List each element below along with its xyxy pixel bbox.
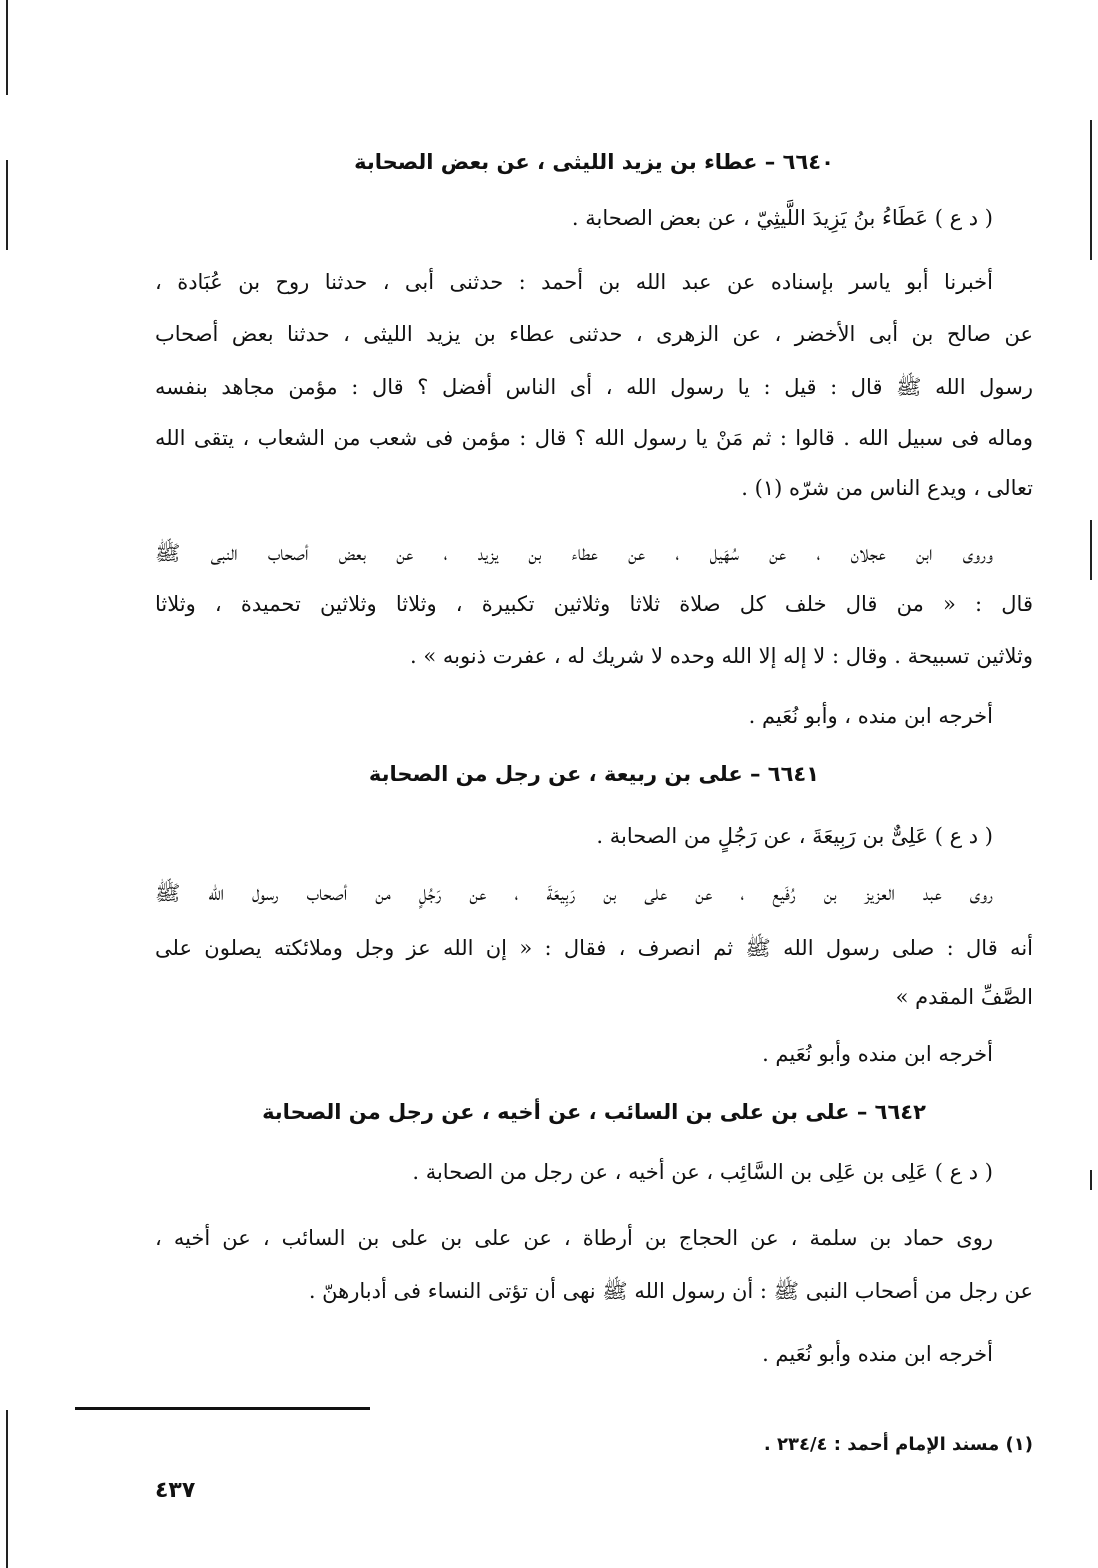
text-line: عن صالح بن أبى الأخضر ، عن الزهرى ، حدثنى عطاء بن يزيد الليثى ، حدثنا بعض أصحاب [155,322,1033,346]
scan-edge-line [6,1410,8,1568]
entry-intro: ( د ع ) عَطَاءُ بنُ يَزِيدَ اللَّيثِيّ ، عن بعض الصحابة . [571,206,993,230]
entry-closing: أخرجه ابن منده ، وأبو نُعَيم . [748,704,993,728]
entry-intro: ( د ع ) عَلِىٌّ بن رَبِيعَةَ ، عن رَجُلٍ من الصحابة . [596,824,993,848]
scan-edge-line [1090,120,1092,260]
text-line: تعالى ، ويدع الناس من شرّه (١) . [741,476,1033,500]
entry-intro: ( د ع ) عَلِى بن عَلِى بن السَّائِب ، عن أخيه ، عن رجل من الصحابة . [412,1160,993,1184]
scan-edge-line [1090,520,1092,580]
text-line: رسول الله ﷺ قال : قيل : يا رسول الله ، أى الناس أفضل ؟ قال : مؤمن مجاهد بنفسه [155,375,1033,399]
text-line: عن رجل من أصحاب النبى ﷺ : أن رسول الله ﷺ نهى أن تؤتى النساء فى أدبارهنّ . [308,1279,1033,1303]
scan-edge-line [6,0,8,95]
text-line: وروى ابن عجلان ، عن سُهَيل ، عن عطاء بن يزيد ، عن بعض أصحاب النبى ﷺ [155,541,993,565]
text-line: وماله فى سبيل الله . قالوا : ثم مَنْ يا رسول الله ؟ قال : مؤمن فى شعب من الشعاب ، يتقى الله [155,426,1033,450]
entry-heading: ٦٦٤١ – على بن ربيعة ، عن رجل من الصحابة [368,762,820,786]
text-line: أنه قال : صلى رسول الله ﷺ ثم انصرف ، فقال : « إن الله عز وجل وملائكته يصلون على [155,936,1033,960]
text-line: وثلاثين تسبيحة . وقال : لا إله إلا الله وحده لا شريك له ، عفرت ذنوبه » . [409,644,1033,668]
page-number: ٤٣٧ [155,1478,196,1503]
text-line: روى حماد بن سلمة ، عن الحجاج بن أرطاة ، عن على بن على بن السائب ، عن أخيه ، [155,1226,993,1250]
entry-closing: أخرجه ابن منده وأبو نُعَيم . [762,1342,993,1366]
entry-heading: ٦٦٤٢ – على بن على بن السائب ، عن أخيه ، عن رجل من الصحابة [262,1100,926,1124]
scan-edge-line [6,160,8,250]
text-line: روى عبد العزيز بن رُفَيع ، عن على بن رَبِيعَةَ ، عن رَجُلٍ من أصحاب رسول الله ﷺ [155,881,993,905]
text-line: أخبرنا أبو ياسر بإسناده عن عبد الله بن أحمد : حدثنى أبى ، حدثنا روح بن عُبَادة ، [155,270,993,294]
footnote: (١) مسند الإمام أحمد : ٢٣٤/٤ . [763,1434,1033,1455]
entry-closing: أخرجه ابن منده وأبو نُعَيم . [762,1042,993,1066]
scan-edge-line [1090,1170,1092,1190]
entry-heading: ٦٦٤٠ – عطاء بن يزيد الليثى ، عن بعض الصحابة [354,150,834,174]
text-line: قال : « من قال خلف كل صلاة ثلاثا وثلاثين تكبيرة ، وثلاثا وثلاثين تحميدة ، وثلاثا [155,592,1033,616]
footnote-divider [75,1407,370,1410]
text-line: الصَّفِّ المقدم » [895,985,1033,1009]
